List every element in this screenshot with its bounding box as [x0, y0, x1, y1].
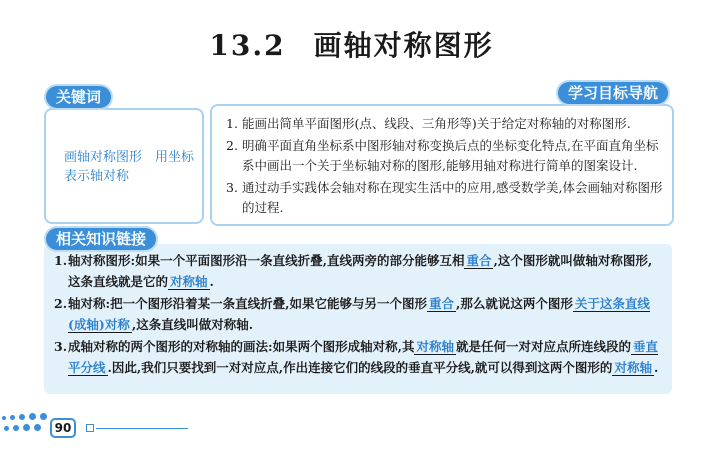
section-title: 画轴对称图形 — [313, 29, 494, 62]
related-item-text — [68, 296, 650, 333]
text-segment: ,那么就说这两个图形 — [455, 296, 573, 311]
related-knowledge-tag: 相关知识链接 — [46, 228, 156, 250]
related-item — [54, 293, 664, 335]
answer-blank: 关于这条直线(成轴)对称 — [68, 296, 650, 332]
answer-blank: 对称轴 — [170, 274, 208, 289]
keywords-panel — [44, 108, 204, 224]
answer-blank: 重合 — [428, 296, 454, 311]
goal-item — [226, 178, 666, 218]
answer-blank: 对称轴 — [416, 339, 454, 354]
related-item-text — [68, 339, 658, 376]
related-knowledge-list — [54, 250, 664, 379]
goal-item — [226, 114, 666, 134]
answer-blank: 对称轴 — [614, 360, 652, 375]
goal-item — [226, 136, 666, 176]
text-segment: 轴对称:把一个图形沿着某一条直线折叠,如果它能够与另一个图形 — [68, 296, 427, 311]
footer-square-icon — [86, 424, 94, 432]
goal-item-number: 2. — [226, 138, 238, 153]
footer-rule — [96, 428, 188, 429]
goal-item-number: 3. — [226, 180, 238, 195]
learning-goals-list — [226, 114, 666, 220]
text-segment: 成轴对称的两个图形的对称轴的画法:如果两个图形成轴对称,其 — [68, 339, 415, 354]
page-number: 90 — [50, 418, 76, 438]
text-segment: . — [653, 360, 659, 375]
learning-goals-tag: 学习目标导航 — [558, 82, 668, 104]
text-segment: ,这个图形就叫做轴对称图形,这条直线就是它的 — [68, 253, 653, 289]
goal-item-text: 通过动手实践体会轴对称在现实生活中的应用,感受数学美,体会画轴对称图形的过程. — [242, 180, 663, 215]
page-title — [0, 24, 703, 64]
text-segment: 轴对称图形:如果一个平面图形沿一条直线折叠,直线两旁的部分能够互相 — [68, 253, 465, 268]
text-segment: ,这条直线叫做对称轴. — [131, 317, 254, 332]
related-item-number: 3. — [54, 339, 68, 354]
keywords-tag: 关键词 — [46, 86, 111, 108]
learning-goals-panel — [210, 104, 674, 226]
answer-blank: 垂直平分线 — [68, 339, 659, 375]
goal-item-text: 能画出简单平面图形(点、线段、三角形等)关于给定对称轴的对称图形. — [242, 116, 631, 131]
related-item-text — [68, 253, 652, 290]
text-segment: .因此,我们只要找到一对对应点,作出连接它们的线段的垂直平分线,就可以得到这两个图形的 — [107, 360, 613, 375]
text-segment: 就是任何一对对应点所连线段的 — [455, 339, 631, 354]
answer-blank: 重合 — [466, 253, 492, 268]
decorative-dots — [0, 406, 48, 438]
keywords-text: 画轴对称图形 用坐标表示轴对称 — [64, 150, 195, 184]
text-segment: . — [209, 274, 214, 289]
related-knowledge-panel — [44, 244, 672, 394]
related-item-number: 1. — [54, 253, 68, 268]
goal-item-text: 明确平面直角坐标系中图形轴对称变换后点的坐标变化特点,在平面直角坐标系中画出一个关于坐标轴对称的图形,能够用轴对称进行简单的图案设计. — [242, 138, 659, 173]
related-item — [54, 336, 664, 378]
related-item-number: 2. — [54, 296, 68, 311]
goal-item-number: 1. — [226, 116, 238, 131]
related-item — [54, 250, 664, 292]
section-number: 13.2 — [209, 29, 286, 62]
